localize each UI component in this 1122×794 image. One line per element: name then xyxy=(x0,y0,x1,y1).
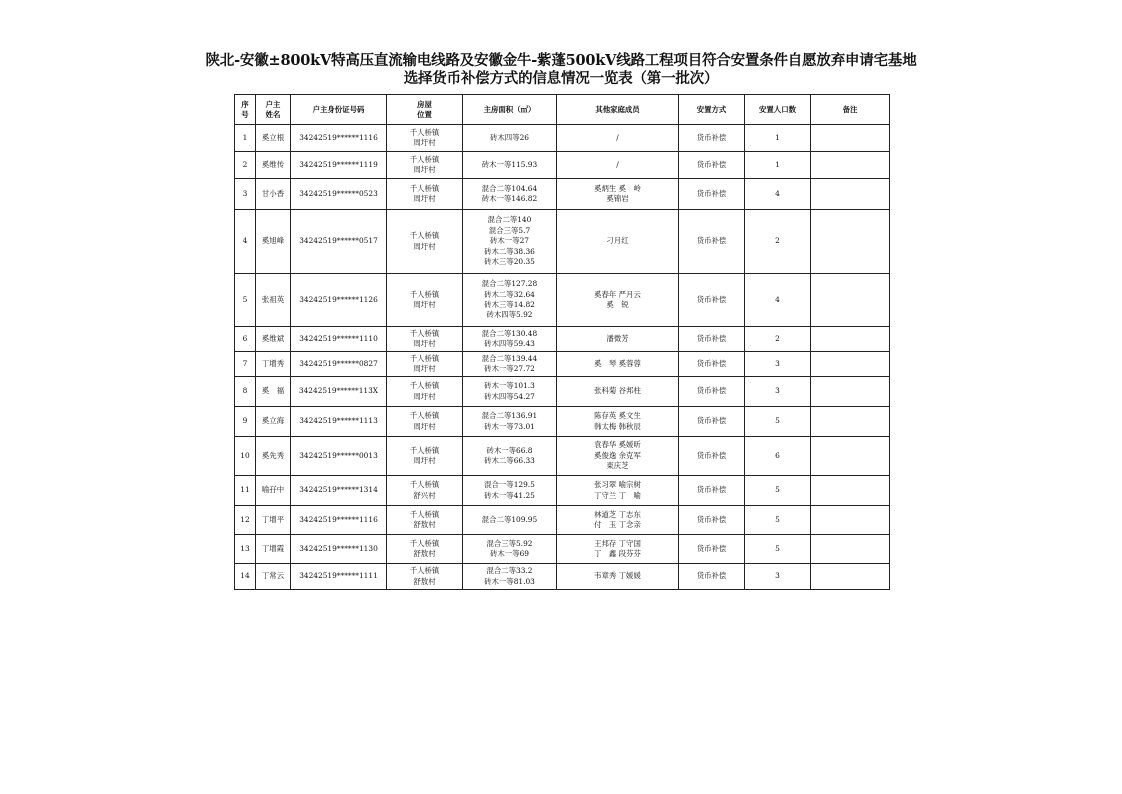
cell-area-line: 砖木三等14.82 xyxy=(484,300,535,309)
household-table xyxy=(234,94,890,590)
cell-area xyxy=(463,437,557,476)
cell-location-line: 千人桥镇 xyxy=(409,381,440,391)
cell-members-line: 张习翠 喻宗树 xyxy=(594,480,641,490)
cell-members xyxy=(557,352,679,377)
cell-members xyxy=(557,377,679,407)
cell-name: 奚立根 xyxy=(256,125,291,152)
header-remark: 备注 xyxy=(811,95,890,125)
cell-seq: 5 xyxy=(235,274,256,327)
table-row xyxy=(235,407,890,437)
header-method: 安置方式 xyxy=(679,95,745,125)
header-seq: 序 号 xyxy=(235,95,256,125)
cell-area-line: 混合二等140 xyxy=(487,215,532,225)
cell-seq: 13 xyxy=(235,535,256,564)
cell-location xyxy=(387,152,463,179)
cell-method: 货币补偿 xyxy=(679,377,745,407)
cell-area xyxy=(463,506,557,535)
cell-area-line: 混合一等129.5 xyxy=(484,480,535,490)
cell-location-line: 舒敖村 xyxy=(413,520,436,529)
cell-name: 奚维传 xyxy=(256,152,291,179)
cell-location xyxy=(387,476,463,506)
cell-location-line: 舒兴村 xyxy=(413,490,436,500)
table-row xyxy=(235,152,890,179)
cell-area-line: 砖木一等73.01 xyxy=(484,421,535,431)
cell-location-line: 周圩村 xyxy=(413,165,436,174)
cell-members-line: 奚俊逸 余克军 xyxy=(594,450,641,460)
header-id: 户主身份证号码 xyxy=(291,95,387,125)
header-name: 户主 姓名 xyxy=(256,95,291,125)
cell-location xyxy=(387,506,463,535)
cell-count: 4 xyxy=(745,179,811,210)
cell-remark xyxy=(811,437,890,476)
cell-area-line: 砖木四等26 xyxy=(490,132,529,142)
cell-area xyxy=(463,407,557,437)
cell-members-line: 付 玉 丁念亲 xyxy=(594,520,641,529)
cell-remark xyxy=(811,210,890,274)
cell-location-line: 周圩村 xyxy=(413,339,436,348)
cell-id-number: 34242519******0517 xyxy=(291,210,387,274)
cell-count: 2 xyxy=(745,210,811,274)
cell-method: 货币补偿 xyxy=(679,125,745,152)
cell-seq: 4 xyxy=(235,210,256,274)
cell-area-line: 混合三等5.92 xyxy=(486,538,533,548)
cell-location xyxy=(387,352,463,377)
cell-area-line: 混合二等139.44 xyxy=(481,353,538,363)
cell-name: 奚先秀 xyxy=(256,437,291,476)
cell-members xyxy=(557,564,679,590)
table-row xyxy=(235,564,890,590)
cell-location-line: 周圩村 xyxy=(413,194,436,203)
header-location: 房屋 位置 xyxy=(387,95,463,125)
cell-members xyxy=(557,535,679,564)
cell-area-line: 混合三等5.7 xyxy=(488,225,531,235)
cell-location-line: 千人桥镇 xyxy=(409,538,440,548)
cell-members-line: 袁春华 奚媛昕 xyxy=(594,440,641,450)
cell-area xyxy=(463,352,557,377)
cell-method: 货币补偿 xyxy=(679,327,745,352)
cell-area xyxy=(463,274,557,327)
cell-area xyxy=(463,476,557,506)
cell-area-line: 混合二等104.64 xyxy=(481,183,538,193)
table-row xyxy=(235,476,890,506)
cell-location-line: 周圩村 xyxy=(413,300,436,309)
cell-name: 喻孖中 xyxy=(256,476,291,506)
cell-method: 货币补偿 xyxy=(679,274,745,327)
cell-remark xyxy=(811,352,890,377)
cell-members-line: 潘微芳 xyxy=(606,333,629,343)
cell-seq: 12 xyxy=(235,506,256,535)
cell-name: 丁增霞 xyxy=(256,535,291,564)
cell-location-line: 千人桥镇 xyxy=(409,127,440,137)
cell-location-line: 周圩村 xyxy=(413,456,436,465)
cell-method: 货币补偿 xyxy=(679,152,745,179)
cell-name: 丁增平 xyxy=(256,506,291,535)
cell-id-number: 34242519******1111 xyxy=(291,564,387,590)
cell-location-line: 周圩村 xyxy=(413,364,436,373)
cell-area-line: 混合二等109.95 xyxy=(481,514,538,524)
header-row xyxy=(235,95,890,125)
cell-area-line: 砖木一等41.25 xyxy=(484,490,535,500)
cell-seq: 9 xyxy=(235,407,256,437)
cell-location-line: 千人桥镇 xyxy=(409,231,440,241)
cell-area-line: 砖木三等20.35 xyxy=(484,257,535,267)
cell-members-line: 丁守兰 丁 喻 xyxy=(594,490,641,500)
cell-seq: 1 xyxy=(235,125,256,152)
cell-id-number: 34242519******1126 xyxy=(291,274,387,327)
cell-method: 货币补偿 xyxy=(679,210,745,274)
cell-location-line: 舒敖村 xyxy=(413,576,436,586)
table-header xyxy=(235,95,890,125)
cell-area-line: 砖木一等66.8 xyxy=(486,445,533,455)
cell-seq: 2 xyxy=(235,152,256,179)
cell-area-line: 砖木一等101.3 xyxy=(484,381,535,391)
cell-id-number: 34242519******1116 xyxy=(291,125,387,152)
cell-area-line: 混合二等130.48 xyxy=(481,328,538,338)
cell-location xyxy=(387,274,463,327)
cell-remark xyxy=(811,327,890,352)
document-title-line2: 选择货币补偿方式的信息情况一览表（第一批次） xyxy=(403,70,719,87)
cell-area xyxy=(463,535,557,564)
cell-location-line: 千人桥镇 xyxy=(409,154,440,164)
cell-seq: 6 xyxy=(235,327,256,352)
cell-location xyxy=(387,535,463,564)
cell-remark xyxy=(811,152,890,179)
table-row xyxy=(235,210,890,274)
cell-members-line: 刁月红 xyxy=(606,236,629,246)
cell-location-line: 千人桥镇 xyxy=(409,411,440,421)
cell-area xyxy=(463,564,557,590)
cell-members-line: 林道芝 丁志东 xyxy=(594,509,641,519)
cell-members-line: 张科菊 谷邦柱 xyxy=(594,386,641,396)
cell-location-line: 千人桥镇 xyxy=(409,445,440,455)
cell-location-line: 千人桥镇 xyxy=(409,183,440,193)
cell-members-line: 奚 锐 xyxy=(606,300,629,309)
cell-location xyxy=(387,377,463,407)
cell-area-line: 混合二等136.91 xyxy=(481,411,538,421)
table-row xyxy=(235,327,890,352)
cell-area-line: 砖木四等59.43 xyxy=(484,339,535,348)
cell-method: 货币补偿 xyxy=(679,476,745,506)
cell-members xyxy=(557,179,679,210)
cell-members-line: 陈存英 奚文生 xyxy=(594,411,641,421)
cell-location-line: 周圩村 xyxy=(413,138,436,147)
cell-location-line: 千人桥镇 xyxy=(409,328,440,338)
cell-count: 2 xyxy=(745,327,811,352)
cell-method: 货币补偿 xyxy=(679,352,745,377)
cell-name: 丁增秀 xyxy=(256,352,291,377)
cell-area-line: 砖木二等32.64 xyxy=(484,289,535,299)
cell-count: 5 xyxy=(745,407,811,437)
cell-members-line: 奚 琴 奚蓉蓉 xyxy=(594,358,641,368)
cell-area xyxy=(463,179,557,210)
cell-remark xyxy=(811,476,890,506)
cell-id-number: 34242519******1119 xyxy=(291,152,387,179)
cell-members xyxy=(557,327,679,352)
cell-members-line: 奚春年 严月云 xyxy=(594,289,641,299)
cell-location-line: 周圩村 xyxy=(413,241,436,251)
cell-seq: 11 xyxy=(235,476,256,506)
table-row xyxy=(235,377,890,407)
cell-location-line: 舒敖村 xyxy=(413,549,436,558)
cell-method: 货币补偿 xyxy=(679,179,745,210)
cell-area-line: 砖木一等27 xyxy=(490,236,529,246)
cell-members xyxy=(557,407,679,437)
cell-location-line: 周圩村 xyxy=(413,391,436,401)
table-row xyxy=(235,437,890,476)
cell-members-line: / xyxy=(616,159,619,169)
cell-members-line: / xyxy=(616,132,619,142)
cell-area xyxy=(463,152,557,179)
cell-members xyxy=(557,476,679,506)
cell-members-line: 王邦存 丁守国 xyxy=(594,538,641,548)
header-count: 安置人口数 xyxy=(745,95,811,125)
cell-id-number: 34242519******0523 xyxy=(291,179,387,210)
cell-name: 甘小香 xyxy=(256,179,291,210)
cell-area-line: 砖木四等5.92 xyxy=(486,310,533,320)
cell-area-line: 砖木一等146.82 xyxy=(481,194,538,203)
cell-area-line: 砖木二等66.33 xyxy=(484,456,535,465)
cell-members xyxy=(557,125,679,152)
table-row xyxy=(235,535,890,564)
cell-location xyxy=(387,125,463,152)
cell-location xyxy=(387,564,463,590)
cell-remark xyxy=(811,564,890,590)
cell-location xyxy=(387,210,463,274)
cell-name: 奚 福 xyxy=(256,377,291,407)
cell-seq: 3 xyxy=(235,179,256,210)
cell-members-line: 東庆芝 xyxy=(606,461,629,471)
cell-name: 奚立海 xyxy=(256,407,291,437)
cell-members xyxy=(557,437,679,476)
table-row xyxy=(235,506,890,535)
cell-location xyxy=(387,179,463,210)
cell-name: 奚维斌 xyxy=(256,327,291,352)
cell-area xyxy=(463,210,557,274)
cell-remark xyxy=(811,179,890,210)
cell-count: 3 xyxy=(745,352,811,377)
cell-location-line: 千人桥镇 xyxy=(409,353,440,363)
cell-area-line: 砖木一等115.93 xyxy=(481,159,538,169)
cell-id-number: 34242519******1314 xyxy=(291,476,387,506)
cell-seq: 14 xyxy=(235,564,256,590)
cell-area-line: 混合二等33.2 xyxy=(486,566,533,576)
cell-name: 张祖英 xyxy=(256,274,291,327)
cell-members-line: 韩太梅 韩秋辰 xyxy=(594,421,641,431)
cell-count: 5 xyxy=(745,535,811,564)
cell-area-line: 砖木一等27.72 xyxy=(484,364,535,373)
cell-area-line: 砖木一等81.03 xyxy=(484,576,535,586)
cell-location-line: 周圩村 xyxy=(413,421,436,431)
cell-location xyxy=(387,437,463,476)
cell-location xyxy=(387,327,463,352)
cell-id-number: 34242519******1116 xyxy=(291,506,387,535)
cell-count: 1 xyxy=(745,152,811,179)
cell-members xyxy=(557,506,679,535)
cell-method: 货币补偿 xyxy=(679,437,745,476)
cell-area xyxy=(463,327,557,352)
cell-count: 3 xyxy=(745,564,811,590)
cell-area-line: 砖木四等54.27 xyxy=(484,391,535,401)
cell-area xyxy=(463,377,557,407)
cell-id-number: 34242519******1110 xyxy=(291,327,387,352)
header-area: 主房面积（㎡） xyxy=(463,95,557,125)
cell-area-line: 砖木二等38.36 xyxy=(484,246,535,256)
cell-remark xyxy=(811,506,890,535)
cell-area xyxy=(463,125,557,152)
cell-id-number: 34242519******1113 xyxy=(291,407,387,437)
cell-seq: 10 xyxy=(235,437,256,476)
cell-members-line: 奚炳生 奚 岭 xyxy=(594,183,641,193)
cell-remark xyxy=(811,535,890,564)
cell-location-line: 千人桥镇 xyxy=(409,509,440,519)
cell-count: 5 xyxy=(745,476,811,506)
cell-seq: 7 xyxy=(235,352,256,377)
cell-count: 1 xyxy=(745,125,811,152)
cell-count: 3 xyxy=(745,377,811,407)
cell-count: 5 xyxy=(745,506,811,535)
cell-method: 货币补偿 xyxy=(679,535,745,564)
table-row xyxy=(235,179,890,210)
table-row xyxy=(235,352,890,377)
cell-method: 货币补偿 xyxy=(679,407,745,437)
cell-remark xyxy=(811,407,890,437)
cell-members-line: 丁 鑫 段芬芬 xyxy=(594,549,641,558)
table-row xyxy=(235,125,890,152)
cell-id-number: 34242519******113X xyxy=(291,377,387,407)
cell-count: 4 xyxy=(745,274,811,327)
cell-area-line: 混合二等127.28 xyxy=(481,279,538,289)
cell-seq: 8 xyxy=(235,377,256,407)
cell-remark xyxy=(811,274,890,327)
cell-id-number: 34242519******1130 xyxy=(291,535,387,564)
cell-members-line: 韦章秀 丁媛媛 xyxy=(594,571,641,581)
cell-location-line: 千人桥镇 xyxy=(409,480,440,490)
cell-method: 货币补偿 xyxy=(679,506,745,535)
cell-remark xyxy=(811,125,890,152)
table-body xyxy=(235,125,890,590)
cell-method: 货币补偿 xyxy=(679,564,745,590)
cell-location-line: 千人桥镇 xyxy=(409,566,440,576)
cell-id-number: 34242519******0827 xyxy=(291,352,387,377)
table-row xyxy=(235,274,890,327)
cell-area-line: 砖木一等69 xyxy=(490,549,529,558)
cell-members xyxy=(557,274,679,327)
cell-members-line: 奚锦岩 xyxy=(606,194,629,203)
cell-count: 6 xyxy=(745,437,811,476)
cell-members xyxy=(557,152,679,179)
cell-members xyxy=(557,210,679,274)
cell-location xyxy=(387,407,463,437)
cell-name: 丁常云 xyxy=(256,564,291,590)
header-members: 其他家庭成员 xyxy=(557,95,679,125)
cell-remark xyxy=(811,377,890,407)
document-title-line1: 陕北-安徽±800kV特高压直流输电线路及安徽金牛-紫蓬500kV线路工程项目符合安置条件自愿放弃申请宅基地 xyxy=(205,52,917,69)
cell-id-number: 34242519******0013 xyxy=(291,437,387,476)
cell-name: 奚旭峰 xyxy=(256,210,291,274)
cell-location-line: 千人桥镇 xyxy=(409,289,440,299)
